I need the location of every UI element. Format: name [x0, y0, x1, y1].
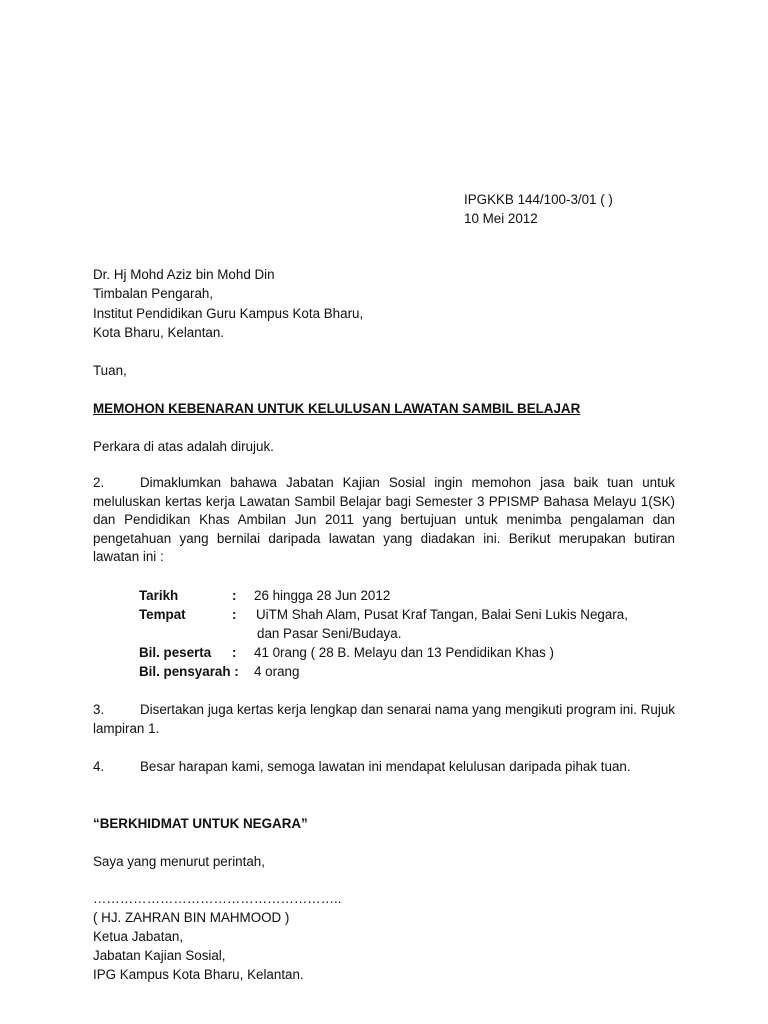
detail-row-tarikh — [139, 586, 679, 605]
paragraph-3 — [93, 701, 675, 738]
file-reference: IPGKKB 144/100-3/01 ( ) — [464, 192, 613, 207]
signatory-department: Jabatan Kajian Sosial, — [93, 948, 226, 963]
recipient-institution: Institut Pendidikan Guru Kampus Kota Bharu, — [93, 306, 364, 321]
tempat-value — [254, 605, 679, 643]
tarikh-label: Tarikh — [139, 588, 179, 603]
tarikh-value: 26 hingga 28 Jun 2012 — [254, 588, 391, 603]
pensyarah-value: 4 orang — [254, 664, 300, 679]
tempat-label: Tempat — [139, 607, 186, 622]
signature-dots: ……………………………………………….. — [93, 891, 342, 906]
signatory-campus: IPG Kampus Kota Bharu, Kelantan. — [93, 967, 304, 982]
tempat-value-line-2: dan Pasar Seni/Budaya. — [257, 626, 402, 641]
detail-row-peserta — [139, 643, 679, 662]
signatory-name: ( HJ. ZAHRAN BIN MAHMOOD ) — [93, 910, 290, 925]
letter-date: 10 Mei 2012 — [464, 211, 538, 226]
tarikh-colon: : — [232, 588, 237, 603]
detail-row-pensyarah — [139, 662, 679, 681]
paragraph-2-number: 2. — [93, 475, 105, 490]
peserta-label: Bil. peserta — [139, 645, 212, 660]
recipient-location: Kota Bharu, Kelantan. — [93, 325, 225, 340]
visit-details — [139, 586, 679, 681]
paragraph-3-number: 3. — [93, 702, 105, 717]
closing-line: Saya yang menurut perintah, — [93, 854, 265, 869]
pensyarah-label: Bil. pensyarah : — [139, 664, 239, 679]
motto: “BERKHIDMAT UNTUK NEGARA” — [93, 816, 308, 831]
tempat-colon: : — [232, 607, 237, 622]
salutation: Tuan, — [93, 363, 127, 378]
paragraph-2 — [93, 474, 675, 567]
signatory-position: Ketua Jabatan, — [93, 929, 184, 944]
paragraph-4-text: Besar harapan kami, semoga lawatan ini mendapat kelulusan daripada pihak tuan. — [140, 759, 631, 774]
recipient-title: Timbalan Pengarah, — [93, 286, 214, 301]
peserta-colon: : — [232, 645, 237, 660]
detail-row-tempat — [139, 605, 679, 643]
paragraph-4 — [93, 758, 675, 777]
opening-line: Perkara di atas adalah dirujuk. — [93, 439, 274, 454]
tempat-value-line-1: UiTM Shah Alam, Pusat Kraf Tangan, Balai Seni Lukis Negara, — [256, 607, 628, 622]
paragraph-3-text: Disertakan juga kertas kerja lengkap dan senarai nama yang mengikuti program ini. Rujuk lampiran 1. — [93, 702, 675, 736]
peserta-value: 41 0rang ( 28 B. Melayu dan 13 Pendidikan Khas ) — [254, 645, 554, 660]
paragraph-2-text: Dimaklumkan bahawa Jabatan Kajian Sosial ingin memohon jasa baik tuan untuk meluluskan kertas kerja Lawatan Sambil Belajar bagi Semester 3 PPISMP Bahasa Melayu 1(SK) dan Pendidikan Khas Ambilan Jun 2011 yang bertujuan untuk menimba pengalaman dan pengetahuan yang bernilai daripada lawatan yang diadakan ini. Berikut merupakan butiran lawatan ini : — [93, 475, 675, 565]
recipient-name: Dr. Hj Mohd Aziz bin Mohd Din — [93, 267, 275, 282]
subject-heading: MEMOHON KEBENARAN UNTUK KELULUSAN LAWATAN SAMBIL BELAJAR — [93, 401, 581, 416]
paragraph-4-number: 4. — [93, 759, 105, 774]
